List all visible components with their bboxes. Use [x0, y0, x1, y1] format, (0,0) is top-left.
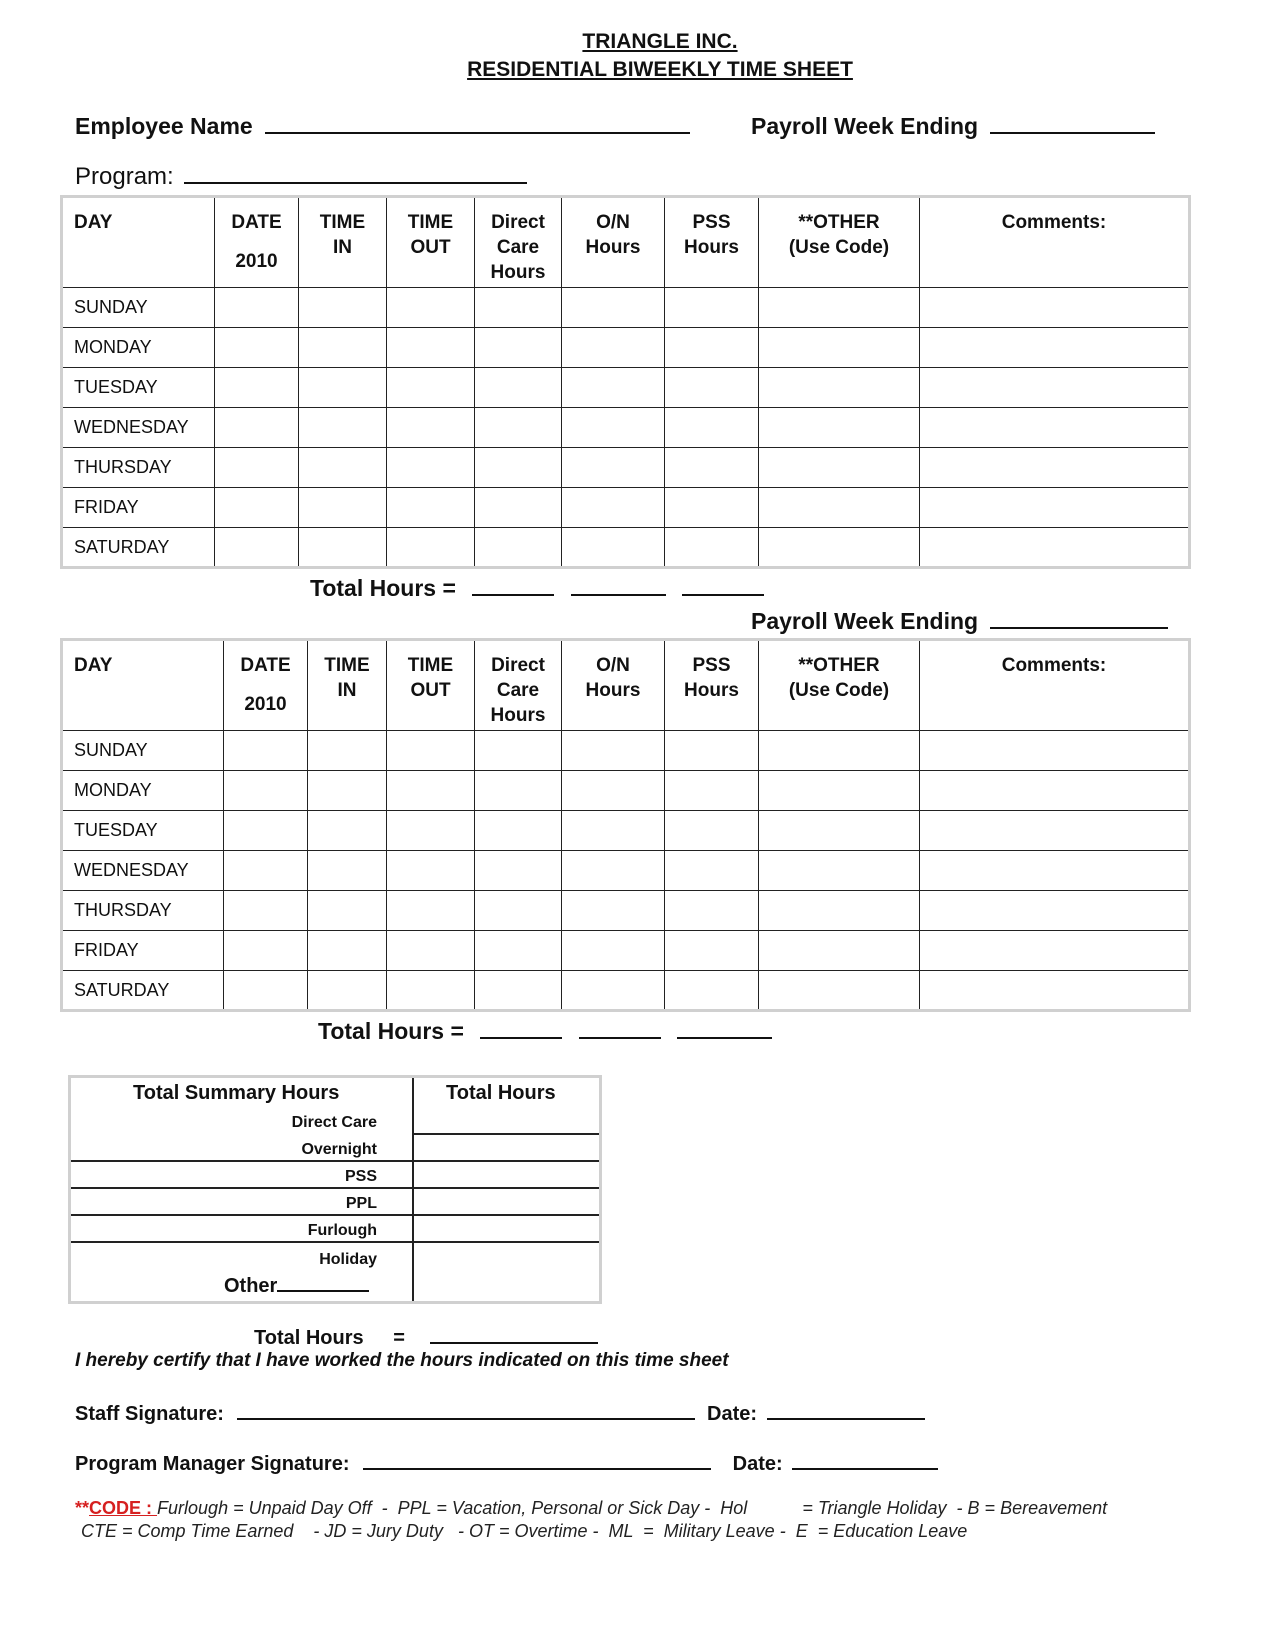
- day-label: THURSDAY: [62, 448, 215, 488]
- table-cell[interactable]: [475, 891, 562, 931]
- table-cell[interactable]: [224, 811, 308, 851]
- table-cell[interactable]: [308, 731, 387, 771]
- table-cell[interactable]: [387, 488, 475, 528]
- table-cell[interactable]: [475, 528, 562, 568]
- table-cell[interactable]: [759, 408, 920, 448]
- table-cell[interactable]: [759, 811, 920, 851]
- overnight-header: O/N Hours: [562, 640, 665, 731]
- week-2-table: [60, 638, 1191, 1012]
- summary-row-ppl: PPL: [345, 1195, 377, 1212]
- table-cell[interactable]: [215, 368, 299, 408]
- certification-statement: I hereby certify that I have worked the hours indicated on this time sheet: [75, 1350, 729, 1371]
- program-field[interactable]: [184, 160, 527, 184]
- table-cell[interactable]: [224, 931, 308, 971]
- table-cell[interactable]: [665, 528, 759, 568]
- table-cell[interactable]: [224, 771, 308, 811]
- payroll-week-ending-label: Payroll Week Ending: [751, 113, 979, 139]
- other-field[interactable]: [277, 1274, 369, 1292]
- day-label: SUNDAY: [62, 731, 224, 771]
- grand-total-equals: =: [393, 1327, 405, 1349]
- table-cell[interactable]: [299, 448, 387, 488]
- table-cell[interactable]: [920, 931, 1190, 971]
- table-cell[interactable]: [387, 368, 475, 408]
- summary-divider: [71, 1160, 599, 1162]
- staff-signature-row: [75, 1400, 925, 1426]
- table-cell[interactable]: [665, 851, 759, 891]
- code-line-1: Furlough = Unpaid Day Off - PPL = Vacation, Personal or Sick Day - Hol = Triangle Holiday - B = Bereavement: [157, 1498, 1108, 1518]
- summary-row-holiday: Holiday: [319, 1251, 377, 1268]
- table-cell[interactable]: [299, 368, 387, 408]
- day-label: MONDAY: [62, 771, 224, 811]
- table-cell[interactable]: [562, 971, 665, 1011]
- table-cell[interactable]: [920, 368, 1190, 408]
- day-label: SATURDAY: [62, 971, 224, 1011]
- manager-date-label: Date:: [732, 1453, 783, 1475]
- pss-header: PSS Hours: [665, 197, 759, 288]
- table-cell[interactable]: [475, 971, 562, 1011]
- employee-name-field[interactable]: [265, 110, 690, 134]
- table-cell[interactable]: [387, 328, 475, 368]
- table-cell[interactable]: [387, 971, 475, 1011]
- table-cell[interactable]: [920, 288, 1190, 328]
- table-cell[interactable]: [308, 931, 387, 971]
- table-cell[interactable]: [475, 368, 562, 408]
- table-cell[interactable]: [665, 971, 759, 1011]
- table-cell[interactable]: [562, 448, 665, 488]
- grand-total-row: [254, 1326, 598, 1350]
- other-header: **OTHER (Use Code): [759, 197, 920, 288]
- summary-total-heading: Total Hours: [446, 1082, 556, 1104]
- table-cell[interactable]: [387, 771, 475, 811]
- table-cell[interactable]: [475, 811, 562, 851]
- table-row: [62, 448, 1190, 488]
- table-cell[interactable]: [562, 891, 665, 931]
- other-header: **OTHER (Use Code): [759, 640, 920, 731]
- table-row: [62, 971, 1190, 1011]
- table-cell[interactable]: [920, 971, 1190, 1011]
- table-cell[interactable]: [665, 408, 759, 448]
- total-overnight-field[interactable]: [571, 576, 666, 596]
- table-cell[interactable]: [224, 891, 308, 931]
- total-direct-care-field[interactable]: [480, 1019, 562, 1039]
- total-hours-label: Total Hours =: [310, 575, 456, 601]
- table-cell[interactable]: [759, 851, 920, 891]
- table-cell[interactable]: [387, 731, 475, 771]
- summary-row-overnight: Overnight: [301, 1141, 377, 1158]
- table-cell[interactable]: [920, 771, 1190, 811]
- total-pss-field[interactable]: [682, 576, 764, 596]
- week-1-table: [60, 195, 1191, 569]
- manager-date-field[interactable]: [792, 1450, 938, 1470]
- table-cell[interactable]: [215, 328, 299, 368]
- table-cell[interactable]: [665, 288, 759, 328]
- table-row: [62, 851, 1190, 891]
- staff-signature-field[interactable]: [237, 1400, 695, 1420]
- table-cell[interactable]: [308, 771, 387, 811]
- comments-header: Comments:: [920, 197, 1190, 288]
- date-header: DATE 2010: [215, 197, 299, 288]
- day-label: FRIDAY: [62, 931, 224, 971]
- table-cell[interactable]: [475, 851, 562, 891]
- table-row: [62, 731, 1190, 771]
- week-1-header-row: [62, 197, 1190, 288]
- table-cell[interactable]: [562, 288, 665, 328]
- table-cell[interactable]: [759, 368, 920, 408]
- table-cell[interactable]: [308, 891, 387, 931]
- summary-row-pss: PSS: [344, 1168, 377, 1185]
- table-cell[interactable]: [224, 971, 308, 1011]
- table-cell[interactable]: [759, 328, 920, 368]
- table-cell[interactable]: [920, 731, 1190, 771]
- table-cell[interactable]: [665, 891, 759, 931]
- summary-divider: [71, 1241, 599, 1243]
- table-cell[interactable]: [299, 328, 387, 368]
- manager-signature-field[interactable]: [363, 1450, 711, 1470]
- table-cell[interactable]: [759, 731, 920, 771]
- payroll-week-row-2: [751, 605, 1168, 635]
- summary-row-furlough: Furlough: [307, 1222, 377, 1239]
- table-row: [62, 931, 1190, 971]
- table-cell[interactable]: [387, 851, 475, 891]
- table-cell[interactable]: [215, 528, 299, 568]
- summary-divider: [71, 1214, 599, 1216]
- payroll-week-ending-field-1[interactable]: [990, 110, 1155, 134]
- manager-signature-label: Program Manager Signature:: [75, 1453, 350, 1475]
- code-stars: **: [75, 1498, 90, 1518]
- table-cell[interactable]: [562, 771, 665, 811]
- company-name: TRIANGLE INC.: [582, 30, 738, 53]
- form-title: RESIDENTIAL BIWEEKLY TIME SHEET: [467, 58, 853, 81]
- table-cell[interactable]: [759, 488, 920, 528]
- table-cell[interactable]: [759, 891, 920, 931]
- day-label: WEDNESDAY: [62, 408, 215, 448]
- code-line-2: CTE = Comp Time Earned - JD = Jury Duty - OT = Overtime - ML = Military Leave - E = Education Leave: [81, 1521, 968, 1541]
- date-header: DATE 2010: [224, 640, 308, 731]
- total-pss-field[interactable]: [677, 1019, 772, 1039]
- table-cell[interactable]: [759, 448, 920, 488]
- table-cell[interactable]: [475, 931, 562, 971]
- table-cell[interactable]: [299, 288, 387, 328]
- table-row: [62, 408, 1190, 448]
- table-cell[interactable]: [920, 328, 1190, 368]
- total-hours-label: Total Hours =: [318, 1018, 464, 1044]
- table-cell[interactable]: [387, 811, 475, 851]
- table-cell[interactable]: [665, 328, 759, 368]
- day-label: TUESDAY: [62, 811, 224, 851]
- table-cell[interactable]: [562, 731, 665, 771]
- day-label: FRIDAY: [62, 488, 215, 528]
- table-cell[interactable]: [215, 288, 299, 328]
- total-direct-care-field[interactable]: [472, 576, 554, 596]
- day-label: SUNDAY: [62, 288, 215, 328]
- summary-box: [68, 1075, 602, 1304]
- table-cell[interactable]: [308, 851, 387, 891]
- table-cell[interactable]: [299, 528, 387, 568]
- table-cell[interactable]: [562, 488, 665, 528]
- summary-divider: [414, 1133, 599, 1135]
- table-cell[interactable]: [308, 971, 387, 1011]
- table-row: [62, 811, 1190, 851]
- comments-header: Comments:: [920, 640, 1190, 731]
- time-in-header: TIME IN: [299, 197, 387, 288]
- other-label: Other: [224, 1275, 278, 1297]
- table-cell[interactable]: [387, 891, 475, 931]
- staff-date-label: Date:: [707, 1403, 758, 1425]
- table-row: [62, 288, 1190, 328]
- code-legend-line-1: [75, 1498, 1107, 1519]
- table-cell[interactable]: [562, 851, 665, 891]
- table-row: [62, 771, 1190, 811]
- table-cell[interactable]: [759, 931, 920, 971]
- table-cell[interactable]: [920, 528, 1190, 568]
- table-cell[interactable]: [224, 851, 308, 891]
- table-cell[interactable]: [920, 448, 1190, 488]
- summary-heading: Total Summary Hours: [133, 1082, 340, 1104]
- table-cell[interactable]: [665, 771, 759, 811]
- table-cell[interactable]: [387, 408, 475, 448]
- total-overnight-field[interactable]: [579, 1019, 661, 1039]
- table-cell[interactable]: [665, 448, 759, 488]
- table-cell[interactable]: [759, 971, 920, 1011]
- day-label: THURSDAY: [62, 891, 224, 931]
- time-out-header: TIME OUT: [387, 197, 475, 288]
- table-cell[interactable]: [387, 931, 475, 971]
- table-cell[interactable]: [215, 448, 299, 488]
- table-cell[interactable]: [562, 931, 665, 971]
- table-cell[interactable]: [215, 408, 299, 448]
- day-label: SATURDAY: [62, 528, 215, 568]
- summary-row-direct-care: Direct Care: [291, 1114, 377, 1131]
- table-cell[interactable]: [665, 931, 759, 971]
- table-row: [62, 891, 1190, 931]
- table-cell[interactable]: [475, 771, 562, 811]
- week-2-header-row: [62, 640, 1190, 731]
- table-cell[interactable]: [665, 488, 759, 528]
- table-cell[interactable]: [562, 528, 665, 568]
- time-out-header: TIME OUT: [387, 640, 475, 731]
- table-cell[interactable]: [665, 811, 759, 851]
- table-cell[interactable]: [475, 731, 562, 771]
- table-cell[interactable]: [308, 811, 387, 851]
- table-cell[interactable]: [299, 488, 387, 528]
- table-cell[interactable]: [224, 731, 308, 771]
- table-cell[interactable]: [475, 328, 562, 368]
- week-2-total-row: [318, 1018, 772, 1045]
- week-1-total-row: [310, 575, 764, 602]
- table-cell[interactable]: [562, 408, 665, 448]
- manager-signature-row: [75, 1450, 938, 1476]
- code-label: CODE :: [89, 1498, 158, 1518]
- payroll-week-row-1: [751, 110, 1155, 140]
- day-label: MONDAY: [62, 328, 215, 368]
- table-cell[interactable]: [562, 368, 665, 408]
- table-cell[interactable]: [475, 408, 562, 448]
- table-cell[interactable]: [920, 488, 1190, 528]
- program-label: Program:: [75, 163, 174, 190]
- table-cell[interactable]: [562, 328, 665, 368]
- staff-date-field[interactable]: [767, 1400, 925, 1420]
- table-cell[interactable]: [920, 851, 1190, 891]
- employee-name-row: [75, 110, 690, 140]
- table-row: [62, 488, 1190, 528]
- summary-divider: [412, 1078, 414, 1301]
- direct-care-header: Direct Care Hours: [475, 197, 562, 288]
- payroll-week-ending-label: Payroll Week Ending: [751, 608, 979, 634]
- direct-care-header: Direct Care Hours: [475, 640, 562, 731]
- grand-total-field[interactable]: [430, 1326, 598, 1344]
- overnight-header: O/N Hours: [562, 197, 665, 288]
- table-cell[interactable]: [665, 368, 759, 408]
- table-cell[interactable]: [475, 288, 562, 328]
- table-row: [62, 328, 1190, 368]
- summary-row-other: [224, 1274, 369, 1298]
- table-cell[interactable]: [299, 408, 387, 448]
- table-cell[interactable]: [475, 488, 562, 528]
- grand-total-label: Total Hours: [254, 1327, 364, 1349]
- day-header: DAY: [62, 640, 224, 731]
- table-cell[interactable]: [759, 528, 920, 568]
- table-cell[interactable]: [562, 811, 665, 851]
- payroll-week-ending-field-2[interactable]: [990, 605, 1168, 629]
- table-cell[interactable]: [920, 891, 1190, 931]
- table-row: [62, 368, 1190, 408]
- table-cell[interactable]: [759, 771, 920, 811]
- table-cell[interactable]: [920, 408, 1190, 448]
- day-label: WEDNESDAY: [62, 851, 224, 891]
- employee-name-label: Employee Name: [75, 113, 253, 139]
- table-cell[interactable]: [920, 811, 1190, 851]
- day-label: TUESDAY: [62, 368, 215, 408]
- pss-header: PSS Hours: [665, 640, 759, 731]
- time-in-header: TIME IN: [308, 640, 387, 731]
- table-cell[interactable]: [387, 288, 475, 328]
- day-header: DAY: [62, 197, 215, 288]
- program-row: [75, 160, 527, 191]
- table-cell[interactable]: [665, 731, 759, 771]
- table-cell[interactable]: [215, 488, 299, 528]
- staff-signature-label: Staff Signature:: [75, 1403, 224, 1425]
- table-cell[interactable]: [387, 528, 475, 568]
- table-cell[interactable]: [387, 448, 475, 488]
- table-cell[interactable]: [759, 288, 920, 328]
- summary-divider: [71, 1187, 599, 1189]
- table-cell[interactable]: [475, 448, 562, 488]
- table-row: [62, 528, 1190, 568]
- code-legend-line-2: [81, 1521, 967, 1542]
